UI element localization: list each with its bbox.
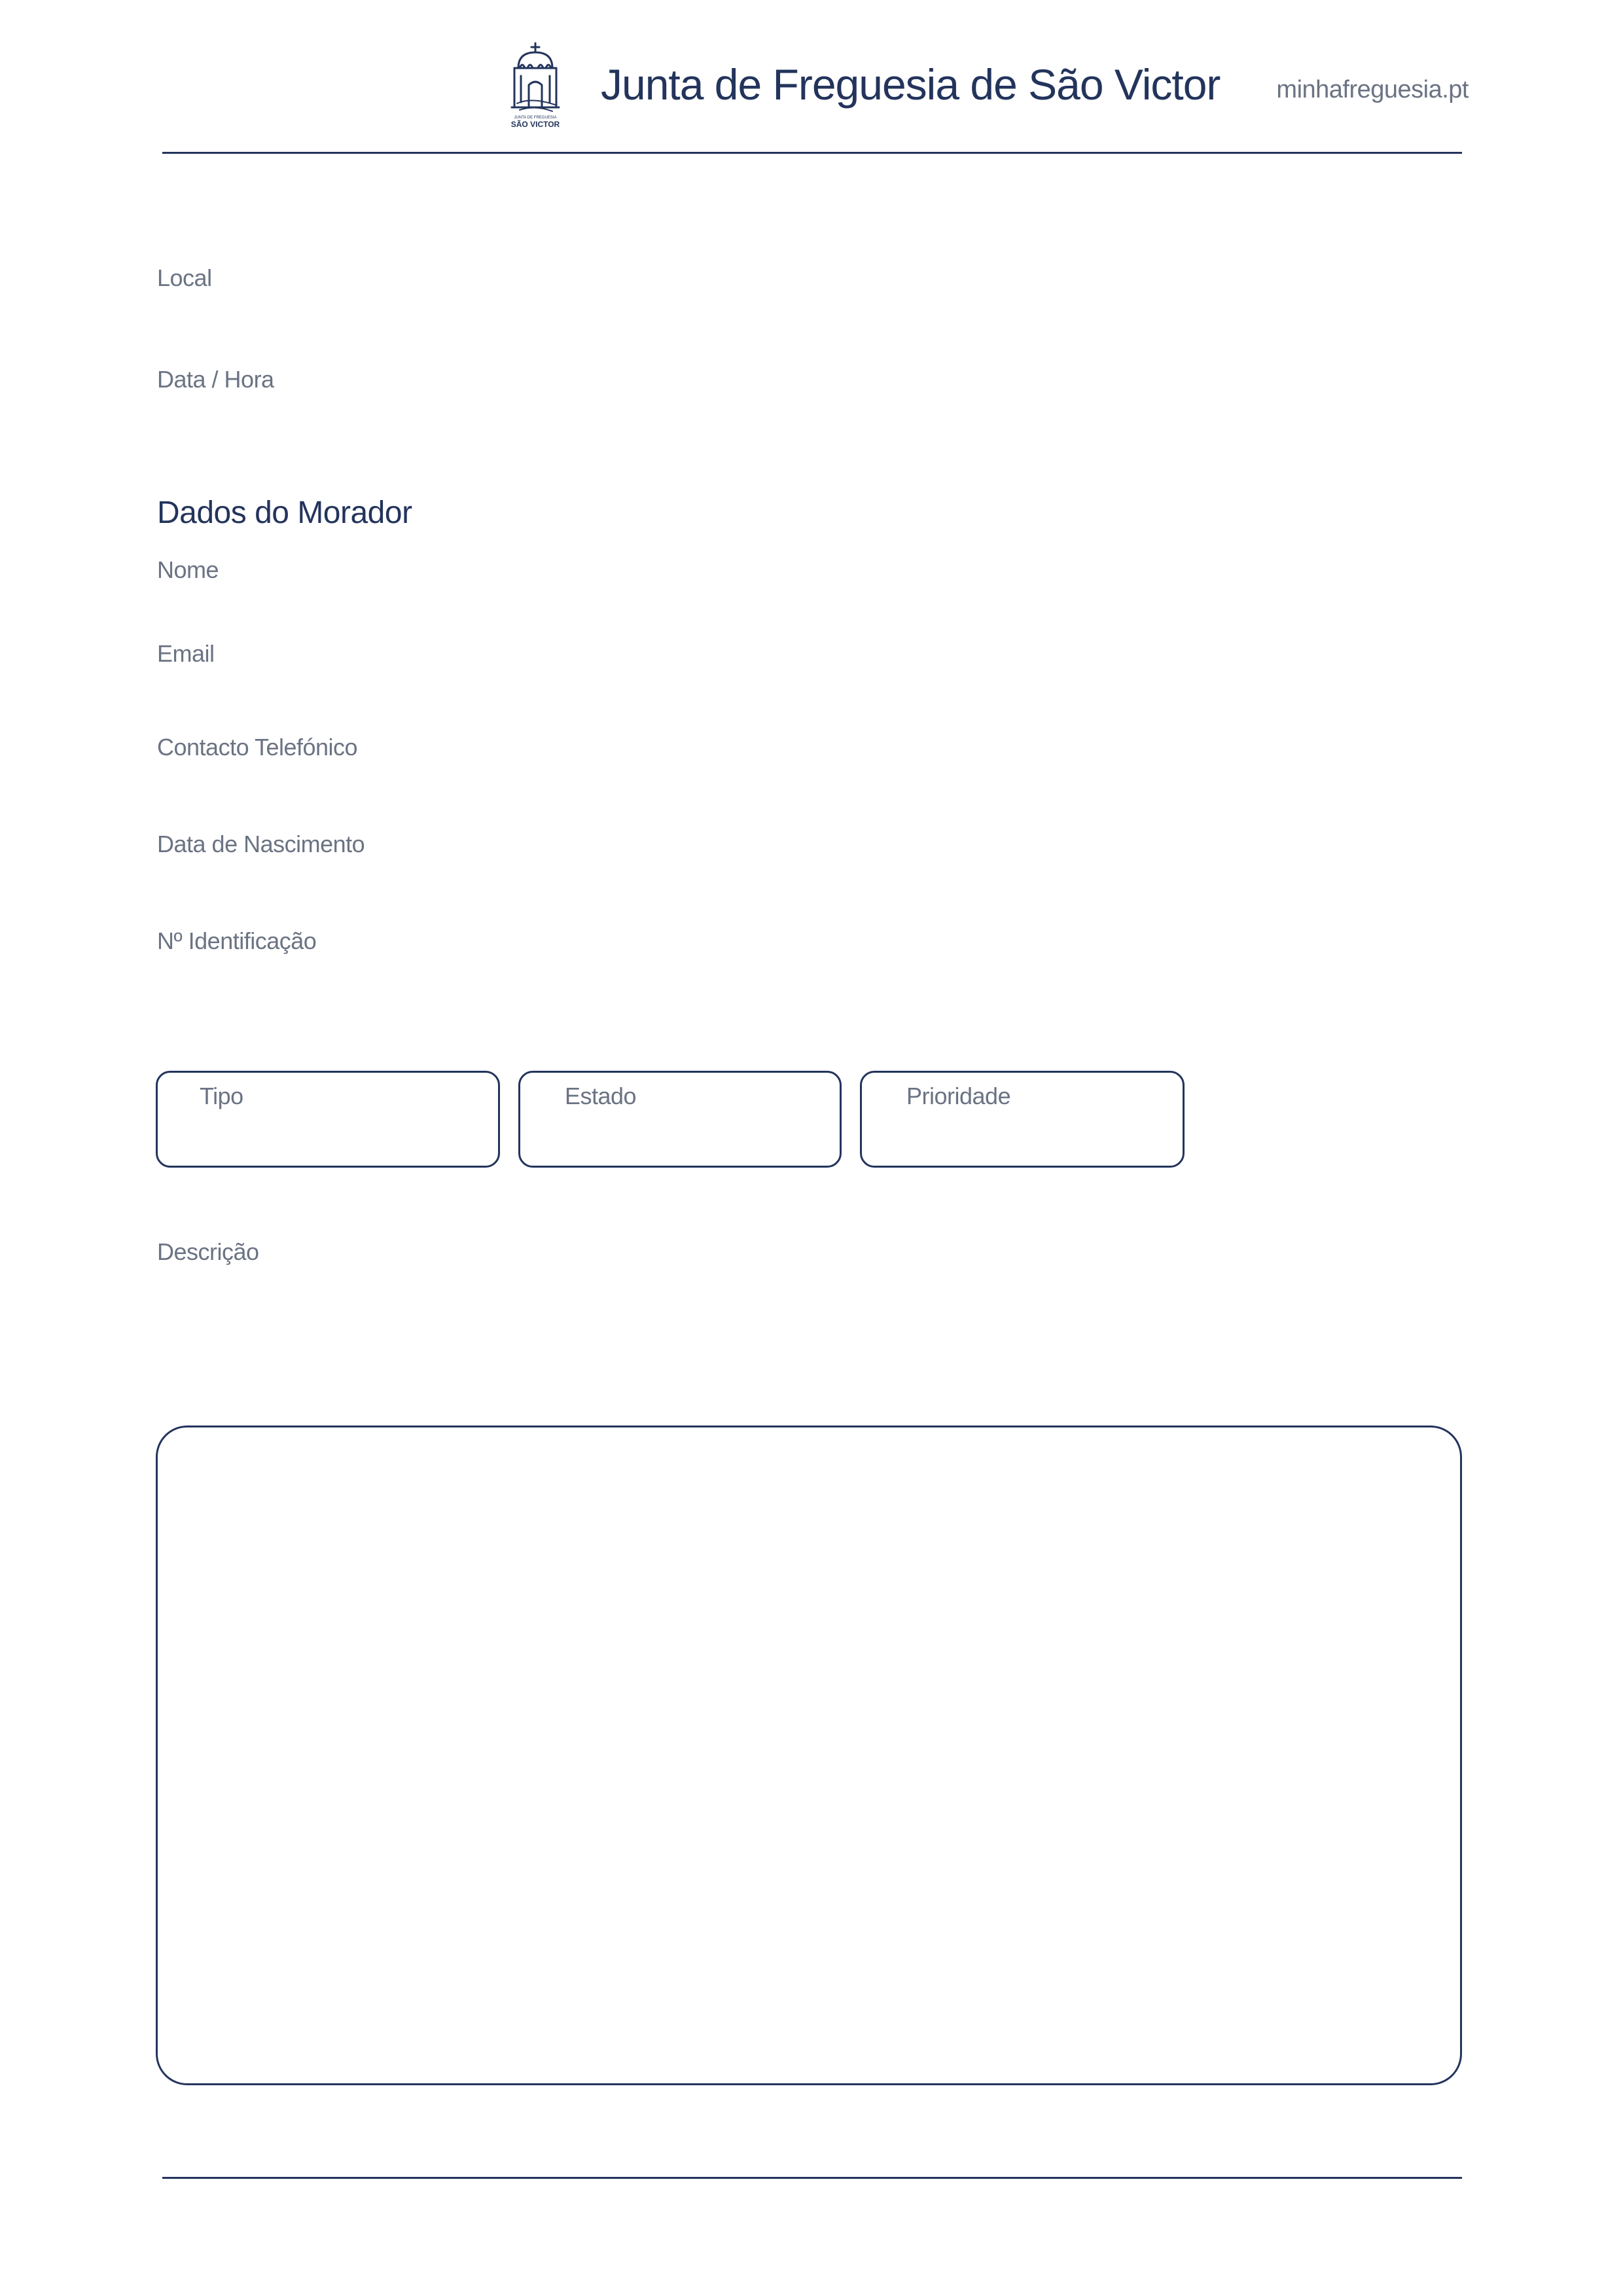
page-title: Junta de Freguesia de São Victor: [601, 60, 1221, 109]
resident-section-title: Dados do Morador: [157, 495, 412, 530]
email-field-label: Email: [157, 640, 215, 667]
logo-caption: SÃO VICTOR: [510, 120, 560, 129]
id-number-field-label: Nº Identificação: [157, 927, 317, 954]
priority-field-label: Prioridade: [906, 1083, 1011, 1109]
priority-field-box: [860, 1071, 1185, 1168]
name-field-label: Nome: [157, 556, 219, 583]
date-time-field-label: Data / Hora: [157, 366, 274, 393]
status-field-box: [518, 1071, 842, 1168]
site-url: minhafreguesia.pt: [1276, 76, 1469, 103]
header-divider: [162, 152, 1462, 154]
phone-field-label: Contacto Telefónico: [157, 734, 358, 761]
type-field-box: [156, 1071, 500, 1168]
description-field-label: Descrição: [157, 1238, 259, 1265]
status-field-label: Estado: [565, 1083, 637, 1109]
birthdate-field-label: Data de Nascimento: [157, 831, 365, 857]
church-emblem-icon: [505, 42, 565, 134]
type-field-label: Tipo: [200, 1083, 243, 1109]
description-box: [156, 1426, 1462, 2085]
parish-logo: [505, 42, 565, 134]
footer-divider: [162, 2177, 1462, 2179]
logo-caption-top: JUNTA DE FREGUESIA: [514, 116, 557, 120]
local-field-label: Local: [157, 264, 212, 291]
